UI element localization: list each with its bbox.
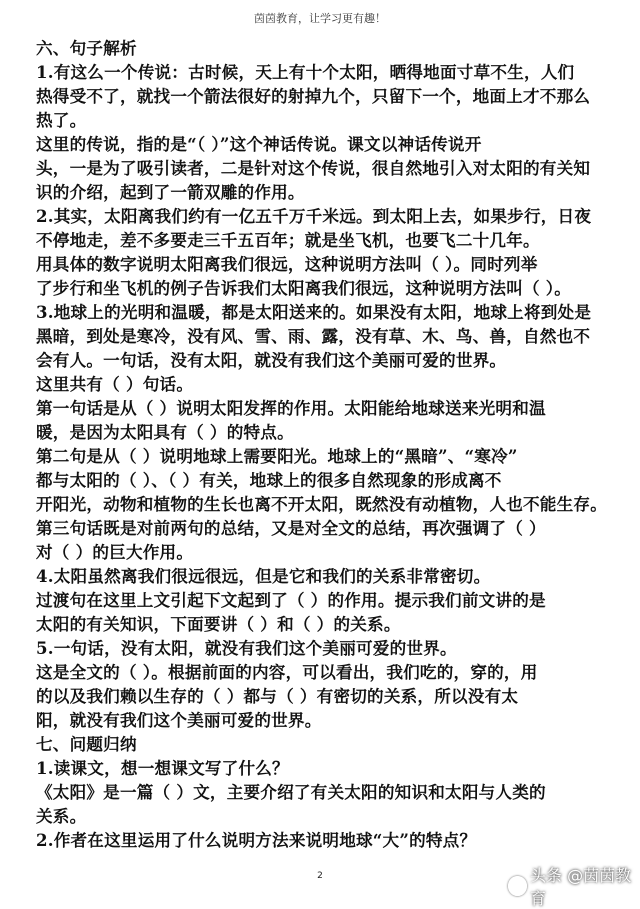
text-line: 不停地走，差不多要走三千五百年；就是坐飞机，也要飞二十几年。 xyxy=(36,230,540,250)
text-line: 2.其实，太阳离我们约有一亿五千万千米远。到太阳上去，如果步行，日夜 xyxy=(36,206,592,226)
text-line: 开阳光，动物和植物的生长也离不开太阳，既然没有动植物，人也不能生存。 xyxy=(36,494,607,514)
text-line: 这是全文的（ ）。根据前面的内容，可以看出，我们吃的，穿的，用 xyxy=(36,662,538,682)
text-line: 第一句话是从（ ）说明太阳发挥的作用。太阳能给地球送来光明和温 xyxy=(36,398,546,418)
text-line: 六、句子解析 xyxy=(36,38,137,58)
text-line: 1.有这么一个传说：古时候，天上有十个太阳，晒得地面寸草不生，人们 xyxy=(36,62,575,82)
text-line: 黑暗，到处是寒冷，没有风、雪、雨、露，没有草、木、鸟、兽，自然也不 xyxy=(36,326,591,346)
text-line: 热了。 xyxy=(36,110,87,130)
text-line: 都与太阳的（ ）、（ ）有关，地球上的很多自然现象的形成离不 xyxy=(36,470,502,490)
text-line: 了步行和坐飞机的例子告诉我们太阳离我们很远，这种说明方法叫（ ）。 xyxy=(36,278,572,298)
text-line: 对（ ）的巨大作用。 xyxy=(36,542,194,562)
watermark xyxy=(508,866,640,908)
text-line: 这里共有（ ）句话。 xyxy=(36,374,194,394)
text-line: 识的介绍，起到了一箭双雕的作用。 xyxy=(36,182,305,202)
text-line: 阳，就没有我们这个美丽可爱的世界。 xyxy=(36,710,322,730)
text-line: 《太阳》是一篇（ ）文，主要介绍了有关太阳的知识和太阳与人类的 xyxy=(36,782,546,802)
text-line: 用具体的数字说明太阳离我们很远，这种说明方法叫（ ）。同时列举 xyxy=(36,254,538,274)
text-line: 2.作者在这里运用了什么说明方法来说明地球“大”的特点？ xyxy=(36,830,477,850)
text-line: 过渡句在这里上文引起下文起到了（ ）的作用。提示我们前文讲的是 xyxy=(36,590,546,610)
document-body xyxy=(36,36,612,852)
text-line: 暖，是因为太阳具有（ ）的特点。 xyxy=(36,422,294,442)
text-line: 的以及我们赖以生存的（ ）都与（ ）有密切的关系，所以没有太 xyxy=(36,686,519,706)
text-line: 太阳的有关知识，下面要讲（ ）和（ ）的关系。 xyxy=(36,614,401,634)
text-line: 5.一句话，没有太阳，就没有我们这个美丽可爱的世界。 xyxy=(36,638,457,658)
text-line: 热得受不了，就找一个箭法很好的射掉九个，只留下一个，地面上才不那么 xyxy=(36,86,591,106)
watermark-text: 头条 @茵茵教育 xyxy=(530,866,632,908)
text-line: 第三句话既是对前两句的总结，又是对全文的总结，再次强调了（ ） xyxy=(36,518,546,538)
page-header-slogan: 茵茵教育，让学习更有趣！ xyxy=(254,12,386,25)
text-line: 关系。 xyxy=(36,806,87,826)
text-line: 3.地球上的光明和温暖，都是太阳送来的。如果没有太阳，地球上将到处是 xyxy=(36,302,592,322)
text-line: 会有人。一句话，没有太阳，就没有我们这个美丽可爱的世界。 xyxy=(36,350,507,370)
page-number: 2 xyxy=(317,871,323,881)
text-line: 第二句是从（ ）说明地球上需要阳光。地球上的“黑暗”、“寒冷” xyxy=(36,446,518,466)
text-line: 七、问题归纳 xyxy=(36,734,137,754)
text-line: 4.太阳虽然离我们很远很远，但是它和我们的关系非常密切。 xyxy=(36,566,491,586)
text-line: 这里的传说，指的是“（ ）”这个神话传说。课文以神话传说开 xyxy=(36,134,482,154)
toutiao-logo-icon xyxy=(508,876,527,896)
text-line: 头，一是为了吸引读者，二是针对这个传说，很自然地引入对太阳的有关知 xyxy=(36,158,591,178)
text-line: 1.读课文，想一想课文写了什么？ xyxy=(36,758,289,778)
